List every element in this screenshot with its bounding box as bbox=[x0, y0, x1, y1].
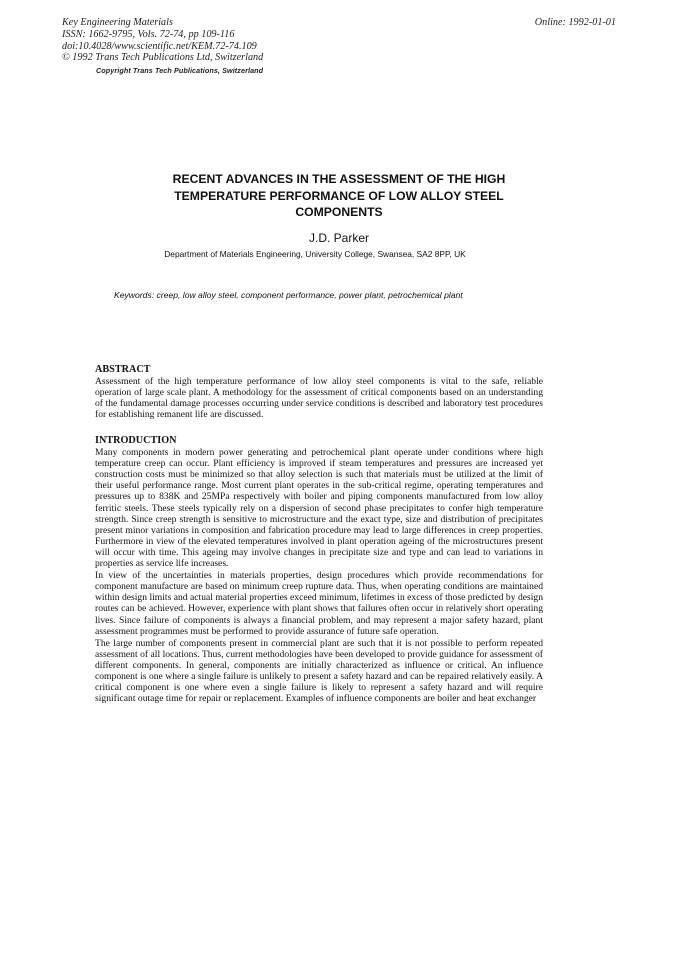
journal-name: Key Engineering Materials bbox=[62, 17, 173, 28]
introduction-section bbox=[95, 435, 543, 705]
title-line: COMPONENTS bbox=[295, 205, 383, 219]
publication-metadata bbox=[62, 17, 263, 77]
abstract-text: Assessment of the high temperature performance of low alloy steel components is vital to the safe, reliable operation of large scale plant. A methodology for the assessment of critical components based on an understanding of the fundamental damage processes occurring under service conditions is described and laboratory test procedures for establishing remanent life are discussed. bbox=[95, 376, 543, 421]
title-line: RECENT ADVANCES IN THE ASSESSMENT OF THE HIGH bbox=[172, 172, 506, 186]
introduction-heading: INTRODUCTION bbox=[95, 435, 177, 446]
online-date: Online: 1992-01-01 bbox=[534, 17, 616, 28]
title-line: TEMPERATURE PERFORMANCE OF LOW ALLOY STEEL bbox=[174, 188, 504, 203]
abstract-heading: ABSTRACT bbox=[95, 364, 151, 375]
author-affiliation: Department of Materials Engineering, University College, Swansea, SA2 8PP, UK bbox=[164, 249, 466, 259]
keywords: Keywords: creep, low alloy steel, component performance, power plant, petrochemical plant bbox=[114, 290, 463, 300]
author-name: J.D. Parker bbox=[308, 231, 369, 245]
publisher-line: © 1992 Trans Tech Publications Ltd, Switzerland bbox=[62, 52, 264, 64]
issn-line: ISSN: 1662-9795, Vols. 72-74, pp 109-116 bbox=[62, 28, 235, 40]
introduction-paragraph: Many components in modern power generating and petrochemical plant operate under conditions where high temperature creep can occur. Plant efficiency is improved if steam temperatures and pressures are increased yet construction costs must be minimized so that alloy selection is such that materials must be utilized at the limit of their useful performance range. Most current plant operates in the sub-critical regime, operating temperatures and pressures up to 838K and 25MPa respectively with boiler and piping components manufactured from low alloy ferritic steels. These steels typically rely on a dispersion of second phase precipitates to confer high temperature strength. Since creep strength is sensitive to microstructure and the exact type, size and distribution of precipitates present minor variations in composition and fabrication procedure may lead to large differences in creep properties. Furthermore in view of the elevated temperatures involved in plant operation ageing of the microstructures present will occur with time. This ageing may involve changes in precipitate size and type and can lead to variations in properties as service life increases. bbox=[95, 447, 543, 570]
abstract-section bbox=[95, 364, 543, 421]
introduction-paragraph: The large number of components present in commercial plant are such that it is not possible to perform repeated assessment of all locations. Thus, current methodologies have been developed to provide guidance for assessment of different components. In general, components are initially characterized as influence or critical. An influence component is one where a single failure is unlikely to present a safety hazard and can be repaired relatively easily. A critical component is one where even a single failure is likely to represent a safety hazard and will require significant outage time for repair or replacement. Examples of influence components are boiler and heat exchanger bbox=[95, 637, 543, 705]
copyright-line: Copyright Trans Tech Publications, Switzerland bbox=[96, 66, 264, 76]
paper-title bbox=[120, 171, 558, 221]
introduction-paragraph: In view of the uncertainties in materials properties, design procedures which provide recommendations for component manufacture are based on minimum creep rupture data. Thus, when operating conditions are maintained within design limits and actual material properties exceed minimum, lifetimes in excess of those predicted by design routes can be achieved. However, experience with plant shows that failures often occur in relatively short operating lives. Since failure of components is always a financial problem, and may represent a major safety hazard, plant assessment programmes must be performed to provide assurance of future safe operation. bbox=[95, 570, 543, 637]
doi-line: doi:10.4028/www.scientific.net/KEM.72-74.109 bbox=[62, 40, 257, 52]
